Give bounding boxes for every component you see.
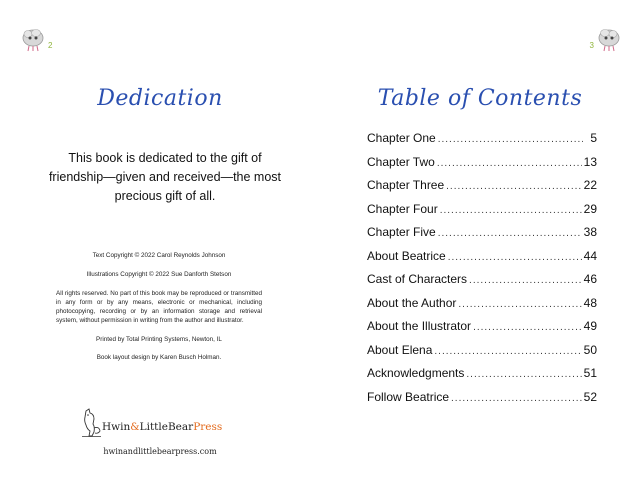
toc-entry-page: 13	[583, 154, 597, 169]
toc-entry[interactable]	[367, 390, 597, 414]
right-page	[320, 0, 640, 480]
copyright-block	[56, 251, 262, 371]
publisher-name	[102, 421, 222, 433]
toc-leader	[448, 252, 582, 263]
toc-entry-page: 5	[590, 131, 597, 145]
toc-entry[interactable]	[367, 202, 597, 226]
toc-leader	[438, 134, 583, 145]
publisher-name-hwin: Hwin	[102, 421, 131, 433]
toc-entry[interactable]	[367, 131, 597, 155]
dedication-line: precious gift of all.	[114, 189, 216, 203]
page-corner-left	[20, 26, 54, 52]
publisher-name-press: Press	[193, 421, 223, 433]
text-copyright: Text Copyright © 2022 Carol Reynolds Johnson	[92, 252, 226, 259]
toc-leader	[458, 299, 581, 310]
layout-credit: Book layout design by Karen Busch Holman.	[96, 354, 222, 361]
table-of-contents	[367, 131, 597, 413]
publisher-url: hwinandlittlebearpress.com	[103, 447, 217, 456]
page-number-left: 2	[48, 41, 53, 50]
toc-entry-page: 52	[583, 389, 597, 404]
toc-leader	[473, 322, 582, 333]
dedication-text	[40, 149, 290, 206]
toc-entry-label: Follow Beatrice	[367, 389, 450, 404]
toc-leader	[466, 369, 581, 380]
toc-entry-page: 38	[583, 225, 597, 239]
toc-entry-label: Chapter Two	[367, 154, 435, 169]
publisher-name-amp: &	[130, 421, 140, 433]
toc-entry[interactable]	[367, 272, 597, 296]
toc-entry-page: 51	[583, 366, 597, 380]
toc-entry-label: Chapter One	[367, 131, 436, 145]
toc-leader	[446, 181, 581, 192]
toc-entry[interactable]	[367, 249, 597, 273]
toc-entry-label: About the Illustrator	[367, 319, 472, 333]
toc-entry-label: About Beatrice	[367, 248, 446, 263]
toc-entry-label: Chapter Five	[367, 225, 436, 239]
page-corner-right	[588, 26, 622, 52]
toc-leader	[434, 346, 581, 357]
toc-entry-label: Chapter Four	[367, 201, 438, 216]
toc-entry-page: 44	[583, 248, 597, 263]
rights-notice: All rights reserved. No part of this book may be reproduced or transmitted in any form or by any means, electronic or mechanical, including photocopying, recording or by an information storage and retrieval system, without permission in writing from the author and illustrator.	[56, 290, 262, 324]
toc-entry-page: 46	[583, 272, 597, 286]
toc-leader	[438, 228, 582, 239]
toc-entry[interactable]	[367, 296, 597, 320]
toc-entry[interactable]	[367, 155, 597, 179]
toc-entry-label: Cast of Characters	[367, 272, 468, 286]
toc-leader	[437, 158, 582, 169]
toc-entry-page: 22	[583, 178, 597, 192]
dedication-title: Dedication	[97, 86, 223, 111]
toc-leader	[451, 393, 582, 404]
toc-entry-label: About Elena	[367, 342, 433, 357]
toc-entry-label: About the Author	[367, 295, 457, 310]
toc-title: Table of Contents	[377, 86, 583, 111]
sheep-icon	[20, 26, 46, 52]
toc-entry[interactable]	[367, 343, 597, 367]
illustrations-copyright: Illustrations Copyright © 2022 Sue Danforth Stetson	[86, 271, 232, 278]
toc-entry-page: 48	[583, 295, 597, 310]
toc-leader	[469, 275, 582, 286]
printer-credit: Printed by Total Printing Systems, Newton, IL	[96, 336, 222, 343]
publisher-logo	[80, 408, 240, 440]
toc-entry-page: 49	[583, 319, 597, 333]
sheep-icon	[596, 26, 622, 52]
dedication-line: friendship—given and received—the most	[48, 170, 282, 184]
toc-entry-page: 50	[583, 342, 597, 357]
toc-entry-label: Chapter Three	[367, 178, 445, 192]
toc-leader	[440, 205, 582, 216]
toc-entry[interactable]	[367, 319, 597, 343]
publisher-name-littlebear: LittleBear	[139, 421, 194, 433]
horse-icon	[80, 408, 102, 438]
toc-entry-label: Acknowledgments	[367, 366, 465, 380]
toc-entry[interactable]	[367, 225, 597, 249]
toc-entry-page: 29	[583, 201, 597, 216]
toc-entry[interactable]	[367, 178, 597, 202]
toc-entry[interactable]	[367, 366, 597, 390]
dedication-line: This book is dedicated to the gift of	[68, 151, 262, 165]
page-number-right: 3	[589, 41, 594, 50]
